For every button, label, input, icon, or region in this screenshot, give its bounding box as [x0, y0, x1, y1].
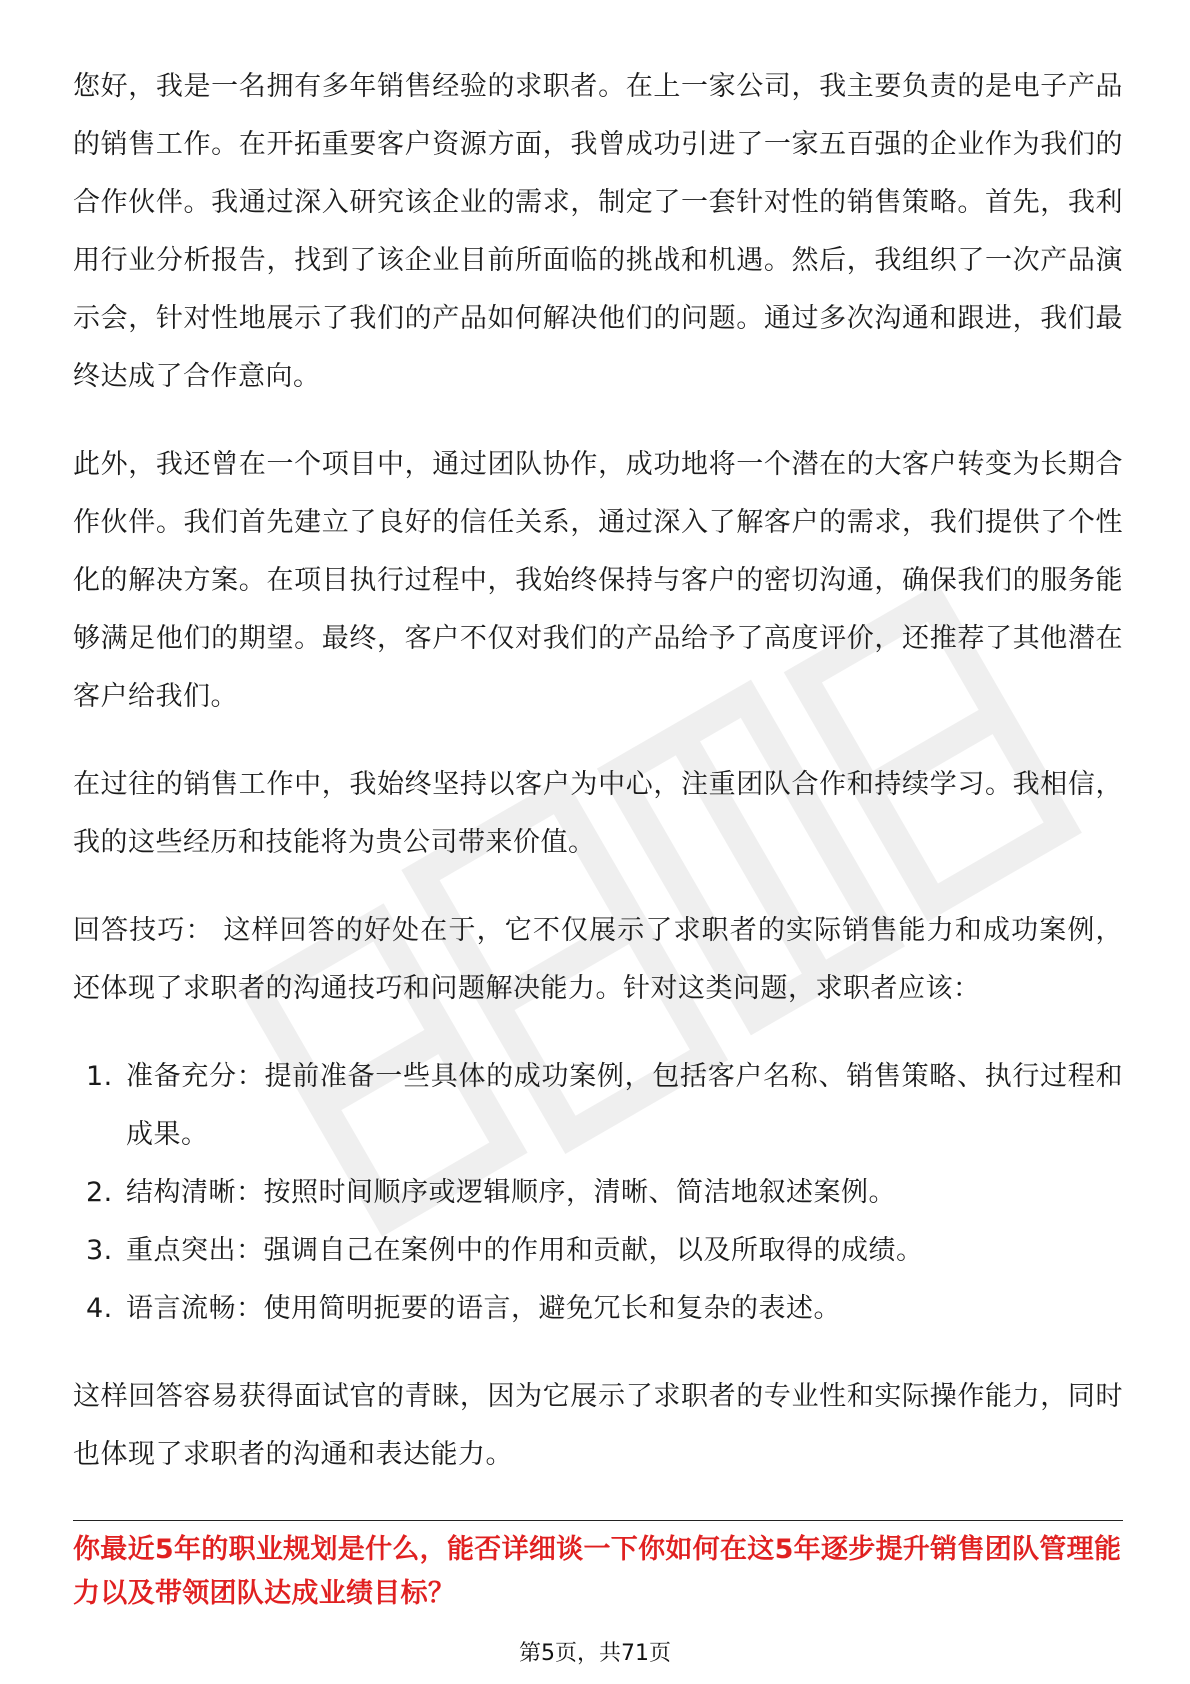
document-body [73, 58, 1123, 1514]
section-divider [73, 1520, 1123, 1521]
list-item-number: 2. [86, 1177, 113, 1208]
list-item-text: 重点突出：强调自己在案例中的作用和贡献，以及所取得的成绩。 [126, 1235, 924, 1266]
paragraph-answer-tips-intro: 回答技巧： 这样回答的好处在于，它不仅展示了求职者的实际销售能力和成功案例，还体现了求职者的沟通技巧和问题解决能力。针对这类问题，求职者应该： [73, 915, 1123, 1004]
list-item-number: 4. [86, 1293, 113, 1324]
list-item-number: 3. [86, 1235, 113, 1266]
list-item-text: 结构清晰：按照时间顺序或逻辑顺序，清晰、简洁地叙述案例。 [126, 1177, 896, 1208]
list-item-number: 1. [86, 1061, 113, 1092]
page-number-footer: 第5页，共71页 [519, 1641, 671, 1666]
next-question-heading: 你最近5年的职业规划是什么，能否详细谈一下你如何在这5年逐步提升销售团队管理能力以及带领团队达成业绩目标？ [73, 1534, 1122, 1609]
list-item-text: 准备充分：提前准备一些具体的成功案例，包括客户名称、销售策略、执行过程和成果。 [126, 1061, 1123, 1150]
paragraph-sales-experience: 您好，我是一名拥有多年销售经验的求职者。在上一家公司，我主要负责的是电子产品的销售工作。在开拓重要客户资源方面，我曾成功引进了一家五百强的企业作为我们的合作伙伴。我通过深入研究该企业的需求，制定了一套针对性的销售策略。首先，我利用行业分析报告，找到了该企业目前所面临的挑战和机遇。然后，我组织了一次产品演示会，针对性地展示了我们的产品如何解决他们的问题。通过多次沟通和跟进，我们最终达成了合作意向。 [73, 71, 1123, 392]
list-item [73, 1222, 1123, 1280]
list-item-text: 语言流畅：使用简明扼要的语言，避免冗长和复杂的表述。 [126, 1293, 841, 1324]
paragraph-summary: 在过往的销售工作中，我始终坚持以客户为中心，注重团队合作和持续学习。我相信，我的这些经历和技能将为贵公司带来价值。 [73, 769, 1123, 858]
list-item [73, 1048, 1123, 1164]
paragraph-team-project: 此外，我还曾在一个项目中，通过团队协作，成功地将一个潜在的大客户转变为长期合作伙伴。我们首先建立了良好的信任关系，通过深入了解客户的需求，我们提供了个性化的解决方案。在项目执行过程中，我始终保持与客户的密切沟通，确保我们的服务能够满足他们的期望。最终，客户不仅对我们的产品给予了高度评价，还推荐了其他潜在客户给我们。 [73, 449, 1123, 712]
list-item [73, 1280, 1123, 1338]
paragraph-closing: 这样回答容易获得面试官的青睐，因为它展示了求职者的专业性和实际操作能力，同时也体现了求职者的沟通和表达能力。 [73, 1381, 1123, 1470]
list-item [73, 1164, 1123, 1222]
answer-tips-list [73, 1048, 1123, 1338]
